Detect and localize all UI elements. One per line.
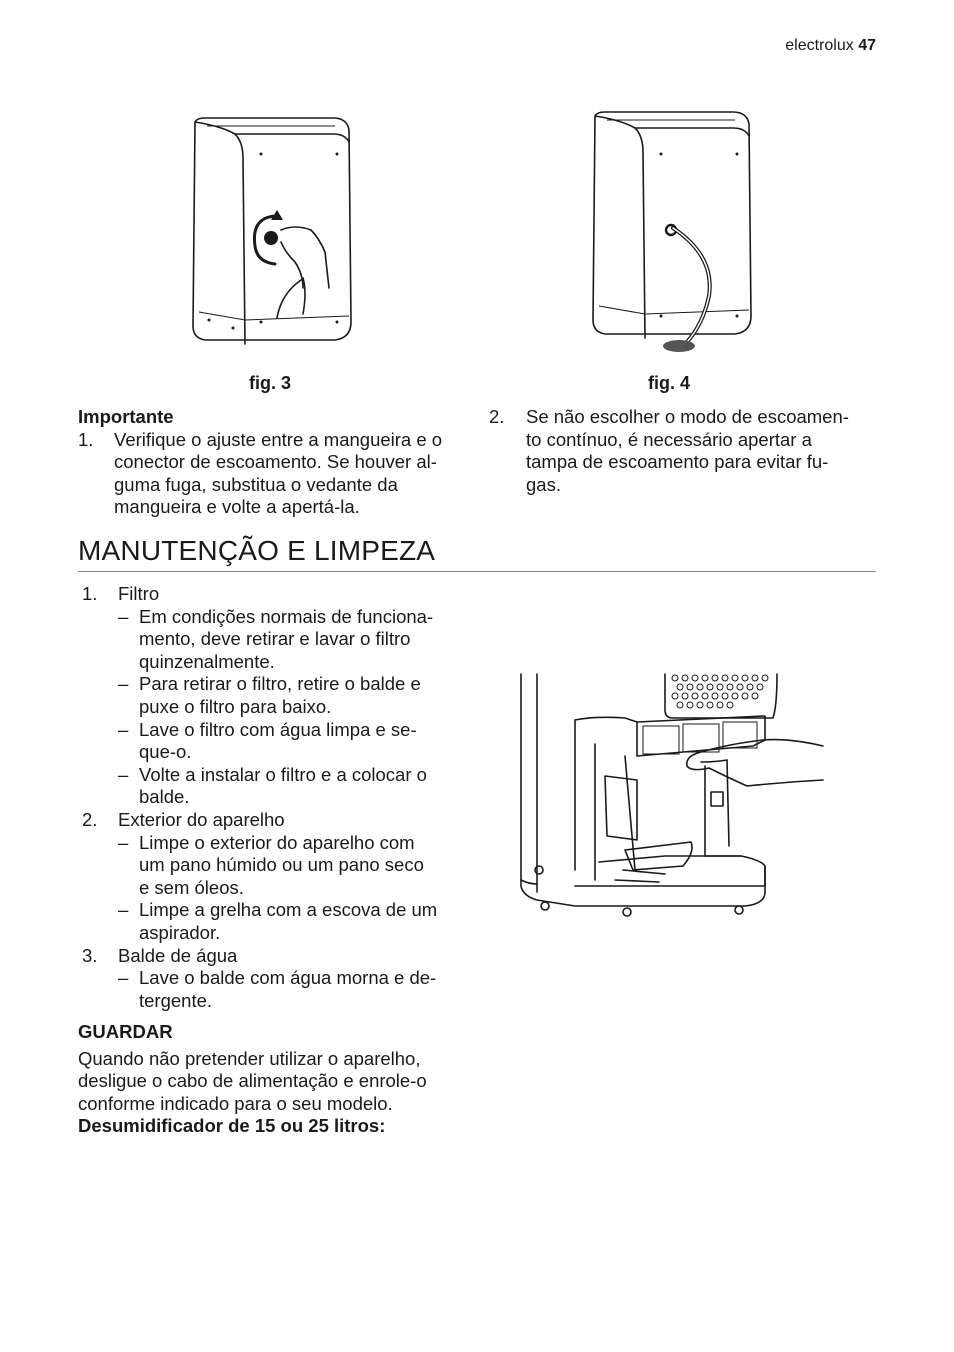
- item-number: 1.: [78, 428, 94, 450]
- text-line: Para retirar o filtro, retire o balde e: [139, 673, 421, 695]
- dash-bullet: –: [118, 673, 129, 695]
- text-line: Se não escolher o modo de escoamen-: [526, 406, 849, 427]
- sub-item: [82, 899, 472, 944]
- item-number: 3.: [82, 944, 98, 966]
- storage-heading: GUARDAR: [78, 1021, 173, 1042]
- important-item-1: [78, 429, 468, 519]
- filter-removal-illustration: [515, 670, 830, 922]
- text-line: to contínuo, é necessário apertar a: [526, 428, 812, 450]
- maintenance-item-exterior: [82, 809, 472, 832]
- sub-item: [82, 606, 472, 674]
- maintenance-item-water-bucket: [82, 945, 472, 968]
- text-line: que-o.: [139, 741, 192, 763]
- text-line: Limpe o exterior do aparelho com: [139, 831, 415, 853]
- text-line: tergente.: [139, 989, 213, 1011]
- text-line: tampa de escoamento para evitar fu-: [526, 451, 829, 473]
- item-number: 1.: [82, 583, 98, 604]
- fig3-dehumidifier-illustration: [185, 112, 360, 352]
- text-line: Limpe a grelha com a escova de um: [139, 899, 438, 921]
- text-line: Em condições normais de funciona-: [139, 605, 434, 627]
- text-line: Lave o balde com água morna e de-: [139, 967, 437, 989]
- page-header: [785, 37, 876, 55]
- text-line: Quando não pretender utilizar o aparelho,: [78, 1047, 421, 1069]
- text-line: puxe o filtro para baixo.: [139, 695, 332, 717]
- dash-bullet: –: [118, 718, 129, 740]
- item-label: Exterior do aparelho: [118, 808, 285, 830]
- text-line: um pano húmido ou um pano seco: [139, 854, 424, 876]
- fig4-dehumidifier-hose-illustration: [585, 106, 760, 356]
- fig3-caption: fig. 3: [249, 373, 292, 393]
- maintenance-list: [82, 583, 472, 1012]
- text-line: gas.: [526, 473, 561, 495]
- section-divider: [78, 571, 876, 572]
- fig4-caption: fig. 4: [648, 373, 691, 393]
- section-title: MANUTENÇÃO E LIMPEZA: [78, 535, 436, 566]
- text-line: mangueira e volte a apertá-la.: [114, 496, 360, 518]
- sub-item: [82, 967, 472, 1012]
- sub-item: [82, 673, 472, 718]
- sub-item: [82, 764, 472, 809]
- storage-model-note: Desumidificador de 15 ou 25 litros:: [78, 1115, 386, 1137]
- brand-name: electrolux: [785, 37, 854, 54]
- text-line: aspirador.: [139, 921, 221, 943]
- important-item-2: [489, 406, 881, 496]
- item-label: Balde de água: [118, 944, 238, 966]
- text-line: quinzenalmente.: [139, 650, 275, 672]
- text-line: Verifique o ajuste entre a mangueira e o: [114, 428, 443, 450]
- storage-block: [78, 1021, 478, 1138]
- text-line: Volte a instalar o filtro e a colocar o: [139, 763, 427, 785]
- text-line: conector de escoamento. Se houver al-: [114, 451, 437, 473]
- important-heading: Importante: [78, 406, 174, 427]
- sub-item: [82, 832, 472, 900]
- dash-bullet: –: [118, 831, 129, 853]
- text-line: e sem óleos.: [139, 876, 244, 898]
- sub-item: [82, 719, 472, 764]
- text-line: mento, deve retirar e lavar o filtro: [139, 628, 411, 650]
- item-number: 2.: [82, 808, 98, 830]
- important-block: [78, 406, 468, 519]
- dash-bullet: –: [118, 763, 129, 785]
- page-number: 47: [858, 37, 876, 54]
- text-line: Lave o filtro com água limpa e se-: [139, 718, 417, 740]
- text-line: desligue o cabo de alimentação e enrole-o: [78, 1070, 427, 1092]
- item-label: Filtro: [118, 583, 160, 604]
- text-line: conforme indicado para o seu modelo.: [78, 1092, 393, 1114]
- text-line: balde.: [139, 786, 190, 808]
- item-number: 2.: [489, 406, 505, 427]
- dash-bullet: –: [118, 967, 129, 989]
- text-line: guma fuga, substitua o vedante da: [114, 473, 398, 495]
- maintenance-item-filter: [82, 583, 472, 606]
- dash-bullet: –: [118, 605, 129, 627]
- dash-bullet: –: [118, 899, 129, 921]
